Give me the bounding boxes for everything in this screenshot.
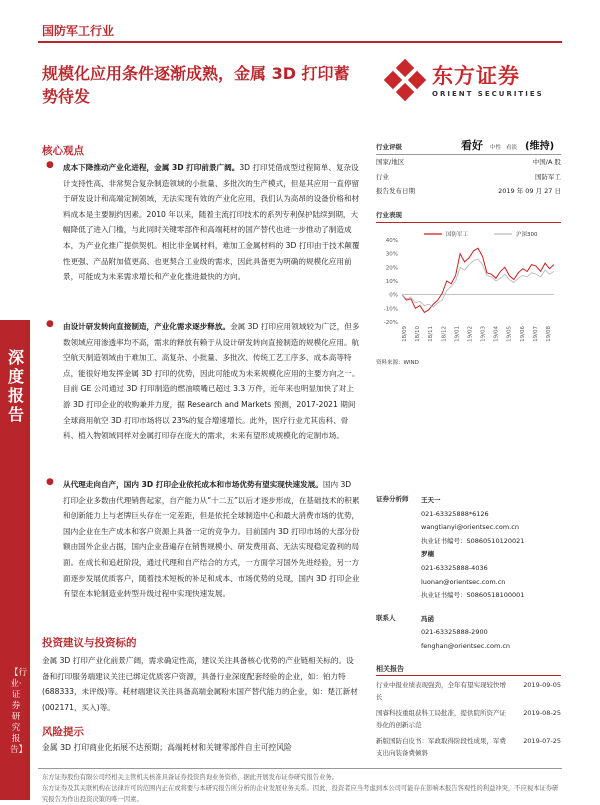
contact-email[interactable]: fenghan@orientsec.com.cn xyxy=(421,641,511,650)
rating-option-bearish: 看淡 xyxy=(506,145,518,151)
y-tick-label: 40% xyxy=(385,238,398,244)
logo-english-name: ORIENT SECURITIES xyxy=(432,90,544,98)
rating-status: (维持) xyxy=(525,141,555,152)
footer-disclaimer xyxy=(42,772,562,805)
risk-heading: 风险提示 xyxy=(42,726,84,738)
x-tick-label: 19/04 xyxy=(493,326,500,342)
x-tick-label: 19/05 xyxy=(506,326,513,342)
core-bullet-1 xyxy=(63,160,360,285)
footer-line-2: 东方证券及其关联机构在法律许可的范围内正在或将要与本研究报告所分析的企业发展业务关系。因此，投资者应当考虑到本公司可能存在影响本报告客观性的利益冲突，不应视本证券研究报告为作出投资决策的唯一因素。 xyxy=(42,785,559,803)
y-tick-label: -10% xyxy=(383,306,398,313)
analyst-block xyxy=(376,494,561,654)
bullet-icon: ● xyxy=(46,319,54,329)
x-tick-label: 18/12 xyxy=(441,326,448,342)
legend-label: 国防军工 xyxy=(446,232,469,238)
analyst-2-cert: 执业证书编号：S0860518100001 xyxy=(421,591,525,600)
x-tick-label: 18/11 xyxy=(428,326,435,342)
x-tick-label: 18/10 xyxy=(415,326,422,342)
rating-option-neutral: 中性 xyxy=(490,145,502,151)
x-tick-label: 18/09 xyxy=(402,326,408,342)
analyst-label: 证券分析师 xyxy=(376,495,409,503)
chart-title-divider xyxy=(376,222,561,223)
core-bullet-2-lead: 由设计研发转向直接制造，产业化需求逐步释放。 xyxy=(63,322,231,331)
contact-label: 联系人 xyxy=(376,613,396,622)
analyst-1-email[interactable]: wangtianyi@orientsec.com.cn xyxy=(421,523,519,532)
country-label: 国家/地区 xyxy=(376,158,405,166)
analyst-2-phone: 021-63325888-4036 xyxy=(421,563,488,572)
report-title: 规模化应用条件逐渐成熟，金属 3D 打印蓄势待发 xyxy=(42,64,350,106)
rating-label: 行业评级 xyxy=(376,143,402,151)
investment-body: 金属 3D 打印产业化前景广阔，需求确定性高，建议关注具备核心优势的产业链相关标的。设备和打印服务端建议关注已绑定优质客户资源，具备行业深度配套经验的企业，如：铂力特(688333，未评级)等。耗材端建议关注具备高端金属粉末国产替代能力的企业，如：楚江新材(002171，买入)等。 xyxy=(42,656,358,712)
rating-block xyxy=(376,137,561,199)
footer-divider xyxy=(38,768,562,769)
related-divider xyxy=(376,675,561,676)
report-type-label: 深度报告 xyxy=(7,348,24,424)
risk-body: 金属 3D 打印商业化拓展不达预期；高端耗材和关键零部件自主可控风险 xyxy=(42,743,292,752)
analyst-1-phone: 021-63325888*6126 xyxy=(421,509,489,518)
sector-label: 国防军工行业 xyxy=(42,24,115,38)
country-value: 中国/A 股 xyxy=(532,158,561,166)
x-tick-label: 19/01 xyxy=(454,326,461,342)
date-value: 2019 年 09 月 27 日 xyxy=(498,187,561,195)
y-tick-label: -20% xyxy=(383,320,398,326)
series-line-defense xyxy=(402,248,554,312)
core-bullet-3-body: 国内 3D 打印企业多数由代理销售起家，自产能力从“十二五”以后才逐步形成，在基础技术的积累和创新能力上与老牌巨头存在一定差距，但是依托全球制造中心和最大消费市场的优势，国内企业在生产成本和客户资源上具备一定的竞争力。目前国内 3D 打印市场的大部分份额由国外企业占据，国内企业普遍存在销售规模小、研发费用高、无法实现稳定盈利的局面。在成长和追赶阶段，通过代理和自产结合的方式，一方面学习国外先进经验，另一方面逐步发展优质客户，随着技术短板的补足和成本、市场优势的兑现，国内 3D 打印企业有望在本轮制造业转型升级过程中实现快速发展。 xyxy=(63,480,360,599)
core-bullet-3 xyxy=(63,477,360,602)
x-tick-label: 19/02 xyxy=(467,326,474,342)
related-item[interactable]: 新版国防白皮书：军政取得阶段性成果，军费支出向装备费倾斜 2019-07-25 xyxy=(376,737,561,757)
related-item[interactable]: 行业中报业绩表现强劲，全年有望实现较快增长 2019-09-05 xyxy=(376,681,561,701)
analyst-2-email[interactable]: luonan@orientsec.com.cn xyxy=(421,577,506,586)
logo-chinese-name: 东方证券 xyxy=(432,64,520,88)
y-tick-label: 0% xyxy=(389,292,398,299)
bullet-icon: ● xyxy=(46,477,54,487)
x-tick-label: 19/03 xyxy=(480,326,487,342)
legend-label: 沪深300 xyxy=(516,232,538,238)
orient-logo-icon xyxy=(383,58,427,102)
x-tick-label: 19/06 xyxy=(519,326,526,342)
bullet-icon: ● xyxy=(46,160,54,170)
related-list xyxy=(376,679,561,759)
analyst-2-name: 罗楠 xyxy=(421,550,434,559)
related-heading: 相关报告 xyxy=(376,665,404,673)
core-views-heading: 核心观点 xyxy=(42,145,84,157)
contact-name: 冯函 xyxy=(421,614,434,623)
investment-heading: 投资建议与投资标的 xyxy=(42,637,137,649)
date-label: 报告发布日期 xyxy=(376,187,415,195)
related-item[interactable]: 国睿科技重组获科工局批准，提供院所资产证券化的创新示范 2019-08-25 xyxy=(376,709,561,729)
analyst-1-name: 王天一 xyxy=(421,496,441,504)
analyst-1-cert: 执业证书编号：S0860510120021 xyxy=(421,536,525,545)
core-bullet-1-lead: 成本下降推动产业化进程，金属 3D 打印前景广阔。 xyxy=(63,163,240,172)
x-tick-label: 19/08 xyxy=(546,326,552,342)
header-divider xyxy=(38,41,562,43)
industry-value: 国防军工 xyxy=(535,172,561,181)
footer-line-1: 东方证券股份有限公司经相关主管机关核准具备证券投资咨询业务资格，据此开展发布证券研究报告业务。 xyxy=(42,774,338,781)
industry-label: 行业 xyxy=(376,172,389,181)
x-tick-label: 19/07 xyxy=(532,326,539,342)
core-bullet-1-body: 3D 打印凭借成型过程简单、复杂设计支持性高、非常契合复杂制造领域的小批量、多批次的生产模式，但是其应用一直停留于研发设计和高端定制领域，无法实现有效的产业化应用，我们认为高昂的设备价格和材料成本是主要制约因素。2010 年以来，随着主流打印技术的系列专利保护陆续到期，大幅降低了进入门槛，与此同时关键零部件和高端耗材的国产替代也进一步推动了制造成本，为产业化推广提供契机。相比非金属材料，难加工金属材料的 3D 打印由于技术颠覆性更强、产品附加值更高、也更契合工业级的需求，因此具备更为明确的规模化应用前景，可能成为未来需求增长和产业化推进最快的方向。 xyxy=(63,163,360,282)
y-tick-label: 30% xyxy=(385,251,398,258)
chart-title: 行业表现 xyxy=(376,211,402,219)
report-category-label: 【行业·证券研究报告】 xyxy=(10,668,28,755)
core-bullet-2-body: 金属 3D 打印应用领域较为广泛，但多数领域应用渗透率均不高，需求的释放有赖于从设计研发转向直接制造的规模化应用。航空航天制造领域由于难加工、高复杂、小批量、多批次、传统工艺工序多、成本高等特点，能很好地发挥金属 3D 打印的优势，因此可能成为未来规模化应用的主要方向之一。目前 GE 公司通过 3D 打印制造的燃油喷嘴已超过 3.3 万件，近年来也明显加快了对上游 3D 打印企业的收购兼并力度，据 Research and Markets 预测，2017-2021 期间全球商用航空 3D 打印市场将以 23%的复合增速增长。此外，医疗行业尤其齿科、骨科、植入物领域同样对金属打印存在庞大的需求，未来有望形成规模化的定制市场。 xyxy=(63,322,360,441)
industry-performance-chart xyxy=(372,226,562,356)
core-bullet-2 xyxy=(63,319,360,444)
series-line-csi300 xyxy=(402,259,554,307)
chart-source: 资料来源：WIND xyxy=(376,360,419,366)
contact-phone: 021-63325888-2900 xyxy=(421,628,488,637)
core-bullet-3-lead: 从代理走向自产，国内 3D 打印企业依托成本和市场优势有望实现快速发展。 xyxy=(63,480,323,489)
y-tick-label: 20% xyxy=(385,265,398,272)
y-tick-label: 10% xyxy=(385,279,398,285)
rating-value: 看好 xyxy=(461,139,483,152)
